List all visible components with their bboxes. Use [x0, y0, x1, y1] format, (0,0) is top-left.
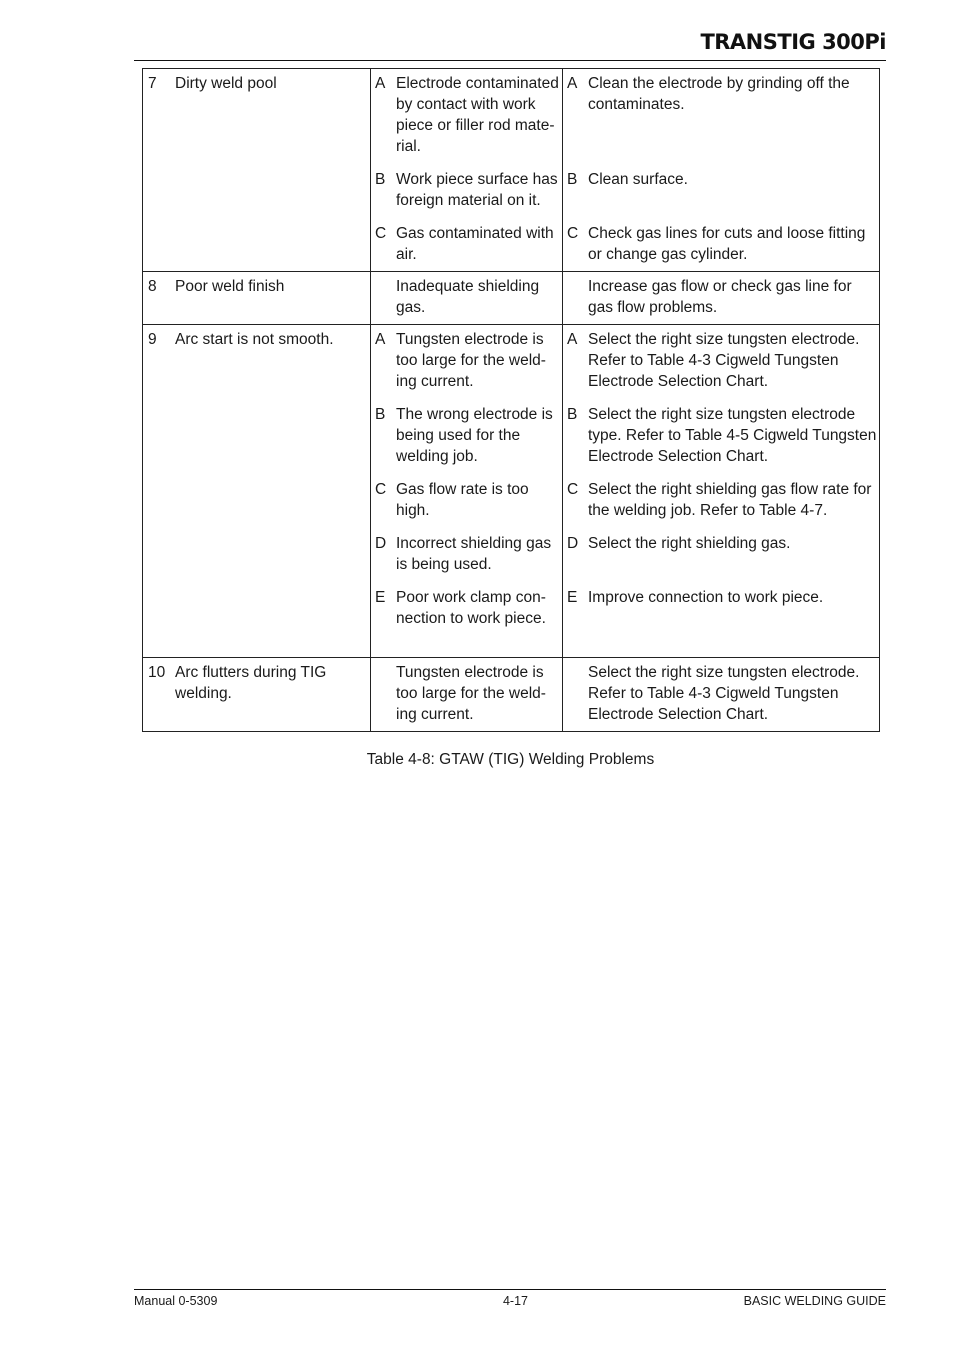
- remedy-cell: [563, 272, 880, 325]
- problem-number: 8: [148, 278, 157, 295]
- problem-cell: [143, 325, 371, 658]
- cause-letter: E: [375, 589, 386, 606]
- table-row: [143, 325, 880, 658]
- remedy-text: Clean the electrode by grinding off the contaminates.: [588, 75, 850, 113]
- cause-cell: [371, 325, 563, 658]
- cause-text: Inadequate shielding gas.: [396, 278, 540, 316]
- remedy-text: Select the right shielding gas flow rate for the welding job. Refer to Table 4-7.: [588, 481, 872, 519]
- remedy-text: Select the right size tungsten electrode. Refer to Table 4-3 Cigweld Tungsten Electrode Selection Chart.: [588, 664, 860, 723]
- remedy-text: Select the right shielding gas.: [588, 535, 791, 552]
- footer-manual-number: Manual 0-5309: [134, 1294, 218, 1308]
- table-row: [143, 272, 880, 325]
- problem-cell: [143, 69, 371, 272]
- table-row: [143, 658, 880, 732]
- problem-number: 10: [148, 664, 166, 681]
- footer-divider: [134, 1289, 886, 1290]
- cause-text: Gas flow rate is too high.: [396, 481, 529, 519]
- remedy-letter: [563, 276, 588, 318]
- cause-letter: [371, 276, 396, 318]
- remedy-text: Select the right size tungsten electrode. Refer to Table 4-3 Cigweld Tungsten Electrode Selection Chart.: [588, 331, 860, 390]
- remedy-letter: C: [567, 225, 579, 242]
- problem-cell: [143, 658, 371, 732]
- problem-text: Poor weld finish: [175, 278, 285, 295]
- cause-letter: [371, 662, 396, 725]
- problem-number: 7: [148, 75, 157, 92]
- cause-letter: A: [375, 75, 386, 92]
- cause-text: Gas contaminated with air.: [396, 225, 554, 263]
- problem-text: Arc start is not smooth.: [175, 331, 334, 348]
- cause-letter: B: [375, 171, 386, 188]
- problem-number: 9: [148, 331, 157, 348]
- cause-letter: A: [375, 331, 386, 348]
- troubleshooting-table: [142, 68, 880, 732]
- remedy-cell: [563, 69, 880, 272]
- remedy-letter: C: [567, 481, 579, 498]
- remedy-letter: E: [567, 589, 578, 606]
- cause-text: The wrong electrode is being used for the welding job.: [396, 406, 553, 465]
- remedy-letter: A: [567, 331, 578, 348]
- table-caption: Table 4-8: GTAW (TIG) Welding Problems: [366, 751, 655, 768]
- cause-cell: [371, 69, 563, 272]
- remedy-letter: B: [567, 171, 578, 188]
- problem-text: Dirty weld pool: [175, 75, 277, 92]
- footer-section-title: BASIC WELDING GUIDE: [743, 1294, 886, 1308]
- cause-cell: [371, 658, 563, 732]
- remedy-text: Increase gas flow or check gas line for gas flow problems.: [588, 278, 852, 316]
- table-row: [143, 69, 880, 272]
- problem-cell: [143, 272, 371, 325]
- remedy-letter: D: [567, 535, 579, 552]
- cause-letter: C: [375, 225, 387, 242]
- cause-text: Tungsten electrode is too large for the weld-ing current.: [396, 331, 546, 390]
- cause-letter: B: [375, 406, 386, 423]
- remedy-cell: [563, 658, 880, 732]
- remedy-text: Select the right size tungsten electrode type. Refer to Table 4-5 Cigweld Tungsten Electrode Selection Chart.: [588, 406, 877, 465]
- cause-text: Incorrect shielding gas is being used.: [396, 535, 552, 573]
- cause-letter: D: [375, 535, 387, 552]
- remedy-letter: B: [567, 406, 578, 423]
- remedy-letter: A: [567, 75, 578, 92]
- cause-text: Poor work clamp con-nection to work piece.: [396, 589, 546, 627]
- cause-cell: [371, 272, 563, 325]
- remedy-text: Improve connection to work piece.: [588, 589, 824, 606]
- page-header-title: TRANSTIG 300Pi: [700, 30, 886, 54]
- cause-text: Electrode contaminated by contact with work piece or filler rod mate-rial.: [396, 75, 559, 155]
- remedy-text: Clean surface.: [588, 171, 688, 188]
- remedy-text: Check gas lines for cuts and loose fitting or change gas cylinder.: [588, 225, 866, 263]
- remedy-cell: [563, 325, 880, 658]
- header-divider: [134, 60, 886, 61]
- cause-text: Work piece surface has foreign material on it.: [396, 171, 558, 209]
- problem-text: Arc flutters during TIG welding.: [175, 664, 327, 702]
- footer-page-number: 4-17: [502, 1294, 529, 1308]
- remedy-letter: [563, 662, 588, 725]
- cause-text: Tungsten electrode is too large for the weld-ing current.: [396, 664, 546, 723]
- cause-letter: C: [375, 481, 387, 498]
